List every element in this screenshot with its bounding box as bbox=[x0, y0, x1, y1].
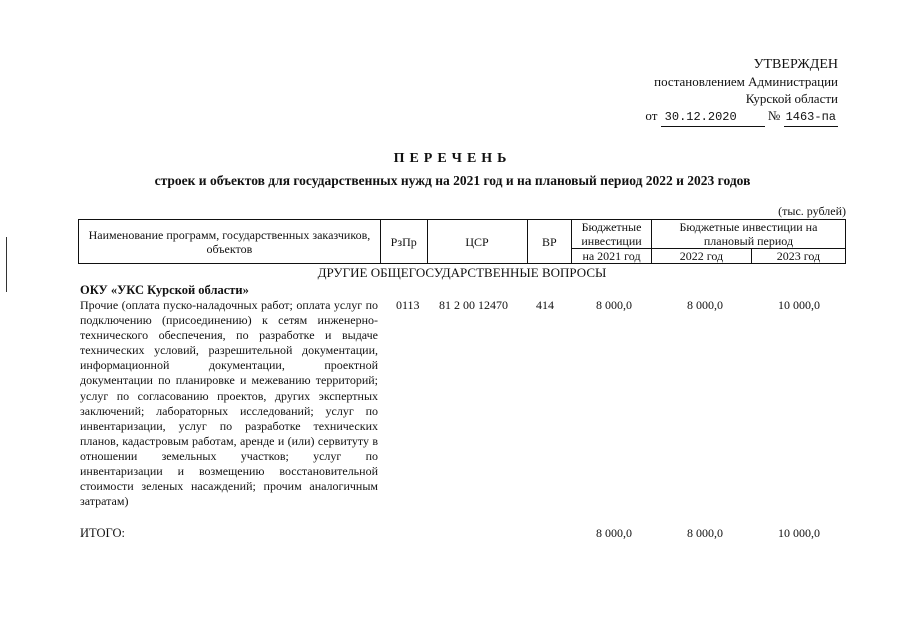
header-name: Наименование программ, государственных заказчиков, объектов bbox=[79, 220, 381, 264]
units-label: (тыс. рублей) bbox=[778, 204, 846, 218]
header-inv2021-top: Бюджетные инвестиции bbox=[572, 220, 652, 249]
total-2022: 8 000,0 bbox=[687, 526, 723, 540]
approval-number: 1463-па bbox=[784, 109, 838, 127]
row-2021: 8 000,0 bbox=[596, 298, 632, 312]
total-2023: 10 000,0 bbox=[778, 526, 820, 540]
header-table bbox=[78, 219, 846, 264]
row-2023: 10 000,0 bbox=[778, 298, 820, 312]
row-description: Прочие (оплата пуско-наладочных работ; оплата услуг по подключению (присоединению) к сетям инженерно-технического обеспечения, по разработке и выдаче технических условий, разрешительной документации, информационной документации, проектной документации по планировке и межеванию территорий; услуг по согласованию проектов, других экспертных заключений; лабораторных исследований; услуг по инвентаризации, услуг по разработке технических планов, кадастровым работам, аренде и (или) сервитуту в отношении земельных участков; услуг по инвентаризации и возмещению восстановительной стоимости зеленых насаждений; прочим аналогичным затратам) bbox=[80, 298, 378, 509]
row-rzpr: 0113 bbox=[396, 298, 420, 312]
margin-line bbox=[6, 237, 7, 292]
approval-authority: Курской области bbox=[745, 91, 838, 106]
approval-block bbox=[645, 56, 838, 127]
row-csr: 81 2 00 12470 bbox=[439, 298, 508, 312]
org-name: ОКУ «УКС Курской области» bbox=[80, 283, 249, 297]
document-subtitle: строек и объектов для государственных нужд на 2021 год и на плановый период 2022 и 2023 годов bbox=[154, 173, 751, 188]
approval-date-line bbox=[645, 107, 838, 127]
approval-date: 30.12.2020 bbox=[661, 109, 765, 127]
total-2021: 8 000,0 bbox=[596, 526, 632, 540]
header-2023: 2023 год bbox=[751, 249, 845, 264]
document-heading: ПЕРЕЧЕНЬ bbox=[393, 151, 512, 166]
header-2022: 2022 год bbox=[651, 249, 751, 264]
total-label: ИТОГО: bbox=[80, 526, 125, 540]
header-rzpr: РзПр bbox=[380, 220, 427, 264]
row-2022: 8 000,0 bbox=[687, 298, 723, 312]
header-planned: Бюджетные инвестиции на плановый период bbox=[651, 220, 845, 249]
row-vr: 414 bbox=[536, 298, 554, 312]
approval-title: УТВЕРЖДЕН bbox=[753, 57, 838, 72]
header-csr: ЦСР bbox=[427, 220, 527, 264]
number-prefix: № bbox=[767, 108, 781, 123]
approval-decree: постановлением Администрации bbox=[654, 74, 838, 89]
header-vr: ВР bbox=[527, 220, 572, 264]
date-prefix: от bbox=[645, 108, 658, 123]
header-inv2021-bottom: на 2021 год bbox=[572, 249, 652, 264]
section-title: ДРУГИЕ ОБЩЕГОСУДАРСТВЕННЫЕ ВОПРОСЫ bbox=[317, 265, 607, 280]
